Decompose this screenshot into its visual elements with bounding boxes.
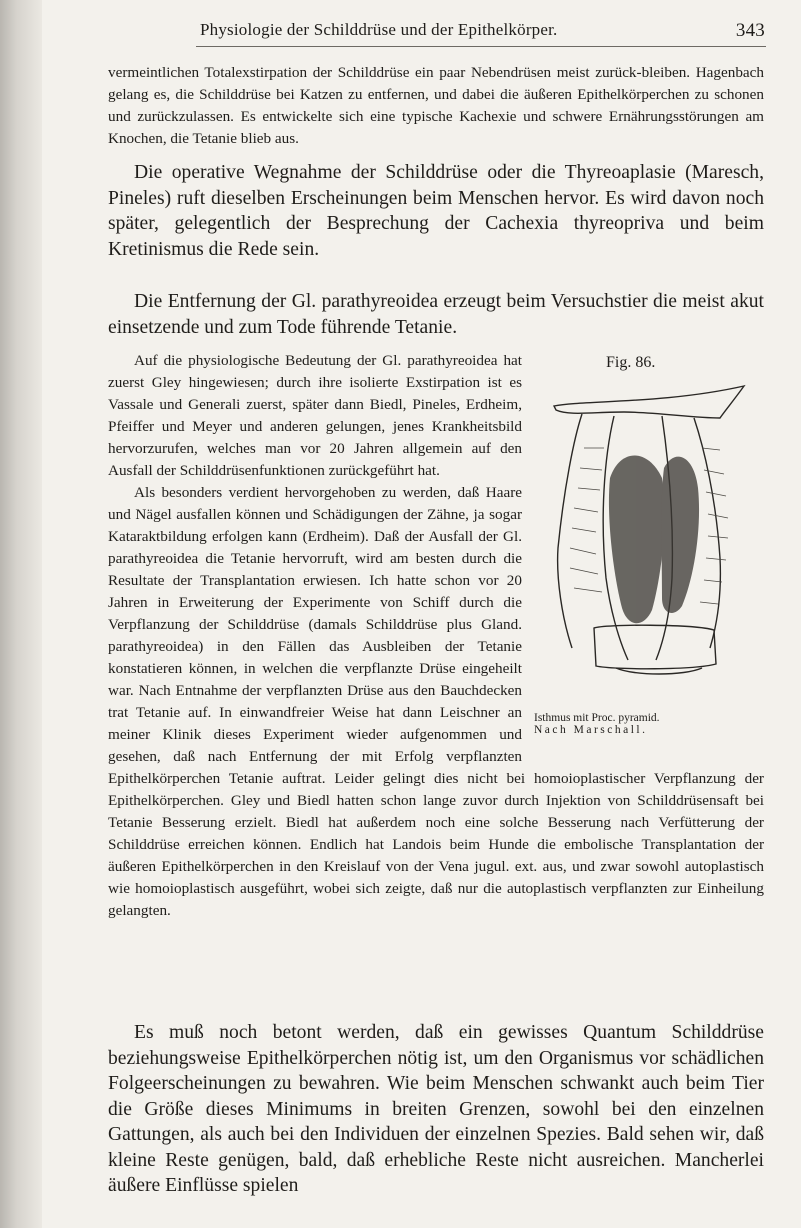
header-rule (196, 46, 766, 47)
paragraph-4: Auf die physiologische Bedeutung der Gl. parathyreoidea hat zuerst Gley hingewiesen; durch ihre isolierte Exstirpation ist es Vassale und Generali zuerst, später dann Biedl, Pineles, Erdheim, Pfeiffer und Meyer und anderen gelungen, jenes Krankheitsbild hervorzurufen, welches man vor 20 Jahren allgemein auf den Ausfall der Schilddrüsenfunktionen zurückgeführt hat. (108, 352, 522, 479)
thyroid-isthmus-illustration (544, 378, 764, 700)
paragraph-1: vermeintlichen Totalexstirpation der Schilddrüse ein paar Nebendrüsen meist zurück-bleiben. Hagenbach gelang es, die Schilddrüse bei Katzen zu entfernen, und dabei die äußeren Epithelkörperchen zu schonen und zurückzulassen. Es entwickelte sich eine typische Kachexie und schwere Ernährungsstörungen am Knochen, die Tetanie blieb aus. (108, 64, 764, 147)
paragraph-3: Die Entfernung der Gl. parathyreoidea erzeugt beim Versuchstier die meist akut einsetzende und zum Tode führende Tetanie. (108, 291, 764, 338)
paragraph-2: Die operative Wegnahme der Schilddrüse oder die Thyreoaplasie (Maresch, Pineles) ruft dieselben Erscheinungen beim Menschen hervor. Es wird davon noch später, gelegentlich der Besprechung der Cachexia thyreopriva und beim Kretinismus die Rede sein. (108, 162, 764, 260)
figure-label: Fig. 86. (606, 354, 656, 371)
figure-caption-line-1: Isthmus mit Proc. pyramid. (534, 712, 660, 724)
running-title: Physiologie der Schilddrüse und der Epithelkörper. (200, 20, 558, 39)
running-header (200, 20, 765, 40)
text-with-figure (108, 350, 764, 922)
figure-86 (534, 352, 764, 756)
paragraph-5: Als besonders verdient hervorgehoben zu werden, daß Haare und Nägel ausfallen können und Schädigungen der Zähne, ja sogar Kataraktbildung erfolgen kann (Erdheim). Daß der Ausfall der Gl. parathyreoidea die Tetanie hervorruft, wird am besten durch die Resultate der Transplantation erwiesen. Ich hatte schon vor 20 Jahren in Erweiterung der Experimente von Schiff durch die Verpflanzung der Schilddrüse (damals Schilddrüse plus Gland. parathyreoidea) in den Fällen das Ausbleiben der Tetanie konstatieren können, in welchen die verpflanzte Drüse eingeheilt war. Nach Entnahme der verpflanzten Drüse aus den Bauchdecken trat Tetanie auf. In einwandfreier Weise hat dann Leischner an meiner Klinik dieses Experiment wieder aufgenommen und gesehen, daß nach Entfernung der mit Erfolg verpflanzten Epithelkörperchen Tetanie auftrat. Leider gelingt dies nicht bei homoioplastischer Verpflanzung der Epithelkörperchen. Gley und Biedl hatten schon lange zuvor durch Injektion von Schilddrüsensaft bei Tetanie Besserung erzielt. Biedl hat außerdem noch eine solche Besserung nach Verfütterung der Schilddrüse erreichen können. Endlich hat Landois beim Hunde die embolische Transplantation der äußeren Epithelkörperchen in den Kreislauf von der Vena jugul. ext. aus, und zwar sowohl autoplastisch wie homoioplastisch ausgeführt, wobei sich zeigte, daß nur die autoplastisch verpflanzten zur Einheilung gelangten. (108, 484, 764, 919)
page-number: 343 (735, 20, 765, 41)
figure-caption (534, 712, 764, 736)
figure-caption-line-2: Nach Marschall. (534, 724, 648, 736)
book-spine-shadow (0, 0, 42, 1228)
paragraph-6: Es muß noch betont werden, daß ein gewisses Quantum Schilddrüse beziehungsweise Epithelkörperchen nötig ist, um den Organismus vor schädlichen Folgeerscheinungen zu bewahren. Wie beim Menschen schwankt auch beim Tier die Größe dieses Minimums in breiten Grenzen, sowohl bei den einzelnen Gattungen, als auch bei den Individuen der einzelnen Spezies. Bald sehen wir, daß kleine Reste genügen, bald, daß erhebliche Reste nicht ausreichen. Mancherlei äußere Einflüsse spielen (108, 1022, 764, 1196)
